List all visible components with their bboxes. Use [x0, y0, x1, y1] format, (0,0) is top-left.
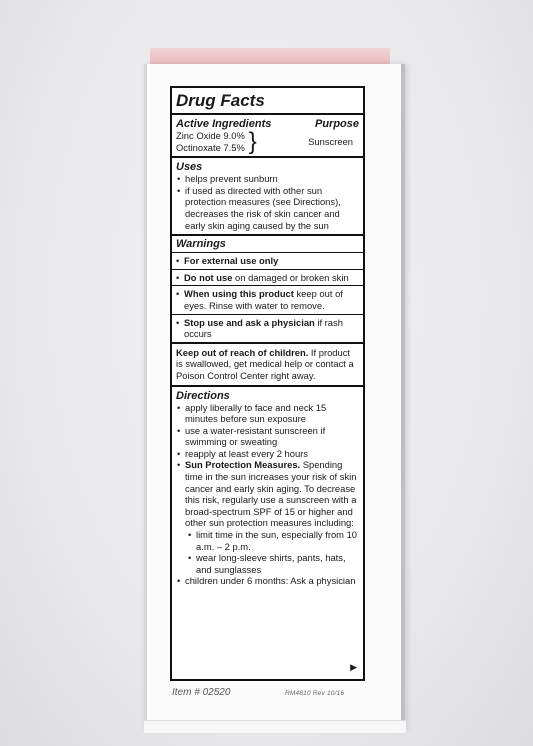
revision-code: RM4810 Rev 10/16 — [285, 690, 345, 697]
ingredient-zinc-oxide: Zinc Oxide 9.0% — [176, 130, 245, 141]
directions-subitem: • limit time in the sun, especially from 10 a.m. – 2 p.m. — [196, 529, 359, 552]
warning-item: • Stop use and ask a physician if rash occurs — [172, 315, 363, 344]
brace-mark: } — [248, 127, 257, 155]
purpose-value: Sunscreen — [308, 136, 353, 147]
purpose-heading: Purpose — [314, 118, 359, 130]
active-ingredients-heading: Active Ingredients — [176, 118, 272, 130]
drug-facts-panel — [170, 86, 365, 681]
uses-section — [172, 158, 363, 236]
continue-arrow-icon: ▶ — [350, 662, 357, 672]
warning-item: • Do not use on damaged or broken skin — [172, 270, 363, 287]
warnings-section — [172, 236, 363, 386]
active-ingredients-section — [172, 115, 363, 158]
ingredient-octinoxate: Octinoxate 7.5% — [176, 141, 245, 153]
directions-item: • use a water-resistant sunscreen if swimming or sweating — [185, 425, 359, 448]
warning-item: • When using this product keep out of eyes. Rinse with water to remove. — [172, 286, 363, 314]
directions-item: • reapply at least every 2 hours — [185, 448, 359, 460]
uses-heading: Uses — [176, 161, 203, 174]
directions-item: • children under 6 months: Ask a physician — [185, 575, 359, 587]
warnings-heading: Warnings — [172, 236, 363, 253]
directions-heading: Directions — [176, 389, 230, 402]
drug-facts-title: Drug Facts — [172, 88, 363, 115]
uses-item: • if used as directed with other sun protection measures (see Directions), decreases the risk of skin cancer and early skin aging caused by the sun — [185, 185, 359, 231]
box-bottom-edge — [144, 720, 406, 733]
directions-section — [172, 387, 363, 591]
item-number: Item # 02520 — [172, 687, 231, 698]
warning-item: • For external use only — [172, 253, 363, 270]
directions-item: • Sun Protection Measures. Spending time in the sun increases your risk of skin cancer and early skin aging. To decrease this risk, regularly use a sunscreen with a broad-spectrum SPF of 15 or higher and other sun protection measures including: — [185, 459, 359, 529]
directions-subitem: • wear long-sleeve shirts, pants, hats, and sunglasses — [196, 552, 359, 575]
keep-out-of-reach: Keep out of reach of children. If product is swallowed, get medical help or contact a Poison Control Center right away. — [172, 344, 363, 387]
uses-item: • helps prevent sunburn — [185, 173, 359, 185]
directions-item: • apply liberally to face and neck 15 minutes before sun exposure — [185, 402, 359, 425]
